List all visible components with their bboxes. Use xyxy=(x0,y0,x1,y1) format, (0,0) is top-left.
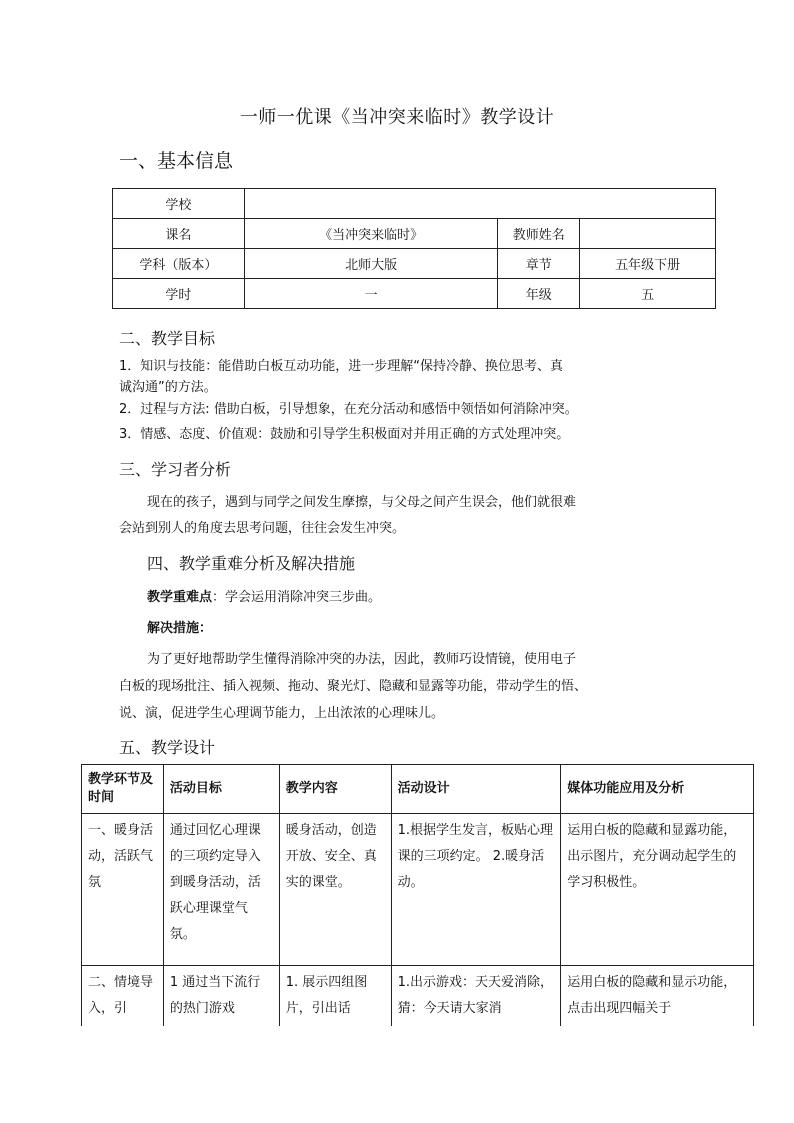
teaching-plan-table xyxy=(81,764,754,1026)
section-heading-teaching-design: 五、教学设计 xyxy=(119,738,216,757)
measures-line3: 说、演，促进学生心理调节能力，上出浓浓的心理味儿。 xyxy=(119,706,445,721)
info-label-subject: 学科（版本） xyxy=(113,249,245,279)
key-difficulty-text: ：学会运用消除冲突三步曲。 xyxy=(212,590,382,605)
plan-header-media: 媒体功能应用及分析 xyxy=(561,765,754,814)
key-difficulty-label: 教学重难点 xyxy=(147,590,213,605)
info-label-teacher: 教师姓名 xyxy=(498,219,580,249)
plan-header-goal: 活动目标 xyxy=(163,765,279,814)
plan-header-content: 教学内容 xyxy=(279,765,391,814)
info-value-period: 一 xyxy=(244,279,498,309)
measures-line1: 为了更好地帮助学生懂得消除冲突的办法，因此，教师巧设情镜，使用电子 xyxy=(147,652,577,667)
plan-cell-design: 1.出示游戏：天天爱消除，猜：今天请大家消 xyxy=(391,966,561,1027)
plan-row xyxy=(82,814,754,966)
section-heading-key-difficulties: 四、教学重难分析及解决措施 xyxy=(147,554,356,573)
measures-label: 解决措施： xyxy=(147,621,213,636)
info-value-chapter: 五年级下册 xyxy=(580,249,716,279)
section-heading-learner-analysis: 三、学习者分析 xyxy=(119,460,232,479)
info-value-course: 《当冲突来临时》 xyxy=(244,219,498,249)
info-value-subject: 北师大版 xyxy=(244,249,498,279)
plan-cell-content: 1. 展示四组图片，引出话 xyxy=(279,966,391,1027)
measures-line2: 白板的现场批注、插入视频、拖动、聚光灯、隐藏和显露等功能，带动学生的悟、 xyxy=(119,679,588,694)
plan-cell-goal: 1 通过当下流行的热门游戏 xyxy=(163,966,279,1027)
info-label-school: 学校 xyxy=(113,189,245,219)
plan-cell-content: 暖身活动，创造开放、安全、真实的课堂。 xyxy=(279,814,391,966)
section-heading-objectives: 二、教学目标 xyxy=(119,329,216,348)
plan-cell-media: 运用白板的隐藏和显示功能，点击出现四幅关于 xyxy=(561,966,754,1027)
objective-1-line1: 1．知识与技能：能借助白板互动功能，进一步理解“保持冷静、换位思考、真 xyxy=(119,359,564,374)
plan-header-design: 活动设计 xyxy=(391,765,561,814)
plan-header-row xyxy=(82,765,754,814)
info-label-period: 学时 xyxy=(113,279,245,309)
objective-3: 3．情感、态度、价值观：鼓励和引导学生积极面对并用正确的方式处理冲突。 xyxy=(119,427,570,442)
plan-cell-goal: 通过回忆心理课的三项约定导入到暖身活动，活跃心理课堂气氛。 xyxy=(163,814,279,966)
objective-1-line2: 诚沟通”的方法。 xyxy=(119,380,217,395)
info-value-grade: 五 xyxy=(580,279,716,309)
plan-cell-media: 运用白板的隐藏和显露功能，出示图片，充分调动起学生的学习积极性。 xyxy=(561,814,754,966)
plan-header-stage: 教学环节及时间 xyxy=(82,765,164,814)
info-label-course: 课名 xyxy=(113,219,245,249)
plan-cell-stage: 二、情境导入，引 xyxy=(82,966,164,1027)
plan-cell-design: 1.根据学生发言，板贴心理课的三项约定。 2.暖身活动。 xyxy=(391,814,561,966)
plan-row xyxy=(82,966,754,1027)
learner-analysis-line1: 现在的孩子，遇到与同学之间发生摩擦，与父母之间产生误会，他们就很难 xyxy=(147,495,577,510)
objective-2: 2．过程与方法: 借助白板，引导想象，在充分活动和感悟中领悟如何消除冲突。 xyxy=(119,402,578,417)
section-heading-basic-info: 一、基本信息 xyxy=(119,150,234,172)
info-label-grade: 年级 xyxy=(498,279,580,309)
document-title: 一师一优课《当冲突来临时》教学设计 xyxy=(239,107,555,128)
learner-analysis-line2: 会站到别人的角度去思考问题，往往会发生冲突。 xyxy=(119,521,406,536)
plan-cell-stage: 一、暖身活动，活跃气氛 xyxy=(82,814,164,966)
info-label-chapter: 章节 xyxy=(498,249,580,279)
